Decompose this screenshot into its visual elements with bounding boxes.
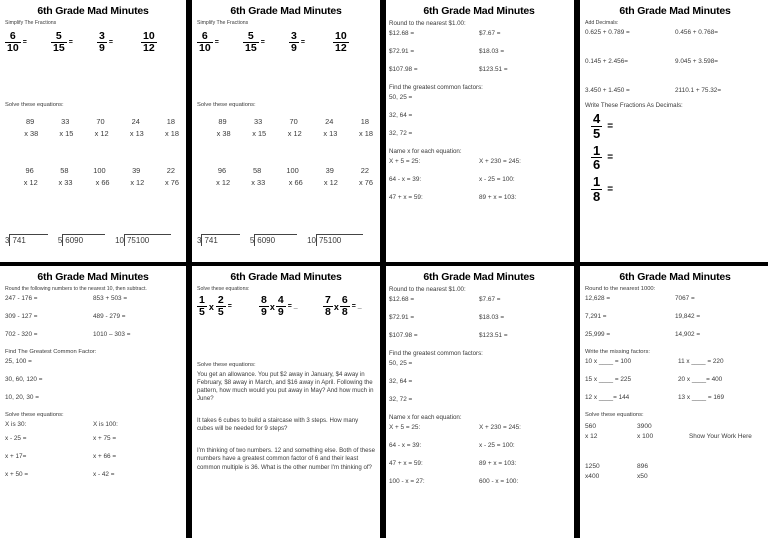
money-problem: $7.67 = xyxy=(479,296,501,303)
worksheet-thumbnail-8[interactable] xyxy=(580,266,768,538)
times-sign: x xyxy=(333,301,339,312)
equation-problem: X + 230 = 245: xyxy=(479,424,521,431)
fraction-denominator: 6 xyxy=(593,157,601,173)
fraction-denominator: 5 xyxy=(217,306,224,319)
multiplication-row-2 xyxy=(197,165,375,188)
equals-sign: = xyxy=(227,303,232,311)
worksheet-title: 6th Grade Mad Minutes xyxy=(37,5,149,17)
fractions-to-decimals-label: Write These Fractions As Decimals: xyxy=(585,102,683,109)
rounding-problem: 19,842 = xyxy=(675,313,701,320)
rounding-problem: 7,291 = xyxy=(585,313,607,320)
missing-factors-label: Write the missing factors: xyxy=(585,349,650,355)
equals-sign: = xyxy=(214,39,219,47)
subtraction-problem: 247 - 176 = xyxy=(5,295,38,302)
word-problem: I'm thinking of two numbers. 12 and something else. Both of these numbers have a greatest common factor of 6 and their least common multiple is 36. What is the other number I'm thinking of? xyxy=(197,447,375,471)
equation-problem: x + 50 = xyxy=(5,471,29,478)
worksheet-instruction: Simplify The Fractions xyxy=(5,20,57,26)
missing-factor-problems xyxy=(585,358,765,412)
simplify-fraction-row xyxy=(197,31,375,54)
fraction-numerator: 1 xyxy=(199,294,205,306)
fraction-denominator: 8 xyxy=(341,306,348,319)
name-x-problems xyxy=(389,424,569,496)
multiplicand: 18 xyxy=(360,117,369,127)
divisor: 3 xyxy=(5,236,10,245)
multiplicand: 70 xyxy=(96,117,105,127)
fraction-item xyxy=(51,31,97,54)
divisor: 5 xyxy=(249,236,255,245)
gcf-problem: 32, 64 = xyxy=(389,112,413,119)
subtraction-problem: 702 - 320 = xyxy=(5,331,38,338)
long-division-problem xyxy=(5,234,48,246)
rounding-problem: 25,999 = xyxy=(585,331,611,338)
multiplication-problem xyxy=(40,116,75,139)
equals-sign: = xyxy=(607,120,614,132)
missing-factor-problem: 11 x ____ = 220 xyxy=(678,358,724,365)
fraction-numerator: 6 xyxy=(201,30,208,42)
multiplier: x 76 xyxy=(165,177,180,187)
multiplication-problem xyxy=(5,116,40,139)
dividend: 6090 xyxy=(62,234,105,246)
gcf-problem: 32, 64 = xyxy=(389,378,413,385)
equation-problem: x + 75 = xyxy=(93,435,117,442)
fraction-numerator: 5 xyxy=(55,30,62,42)
multiplication-row-1 xyxy=(5,116,181,139)
dividend: 75100 xyxy=(316,234,363,246)
equation-problem: 64 - x = 39: xyxy=(389,176,422,183)
long-division-problem xyxy=(115,234,171,246)
fraction-denominator: 9 xyxy=(99,42,105,55)
multiplicand: 22 xyxy=(360,166,369,176)
money-rounding-problems xyxy=(389,30,569,84)
multiplicand: 24 xyxy=(131,117,140,127)
money-problem: $72.91 = xyxy=(389,48,415,55)
fraction-numerator: 1 xyxy=(593,174,601,190)
fraction-numerator: 6 xyxy=(9,30,16,42)
fraction-numerator: 7 xyxy=(325,294,331,306)
missing-factor-problem: 15 x ____ = 225 xyxy=(585,376,632,383)
multiplicand: 96 xyxy=(217,166,227,176)
fraction-item xyxy=(333,31,349,54)
multiplicand: 22 xyxy=(166,166,176,176)
multiplier: x 66 xyxy=(288,177,303,187)
money-problem: $107.98 = xyxy=(389,332,418,339)
money-rounding-problems xyxy=(389,296,569,350)
multiplicand: 3900 xyxy=(637,423,652,430)
dividend: 6090 xyxy=(254,234,297,246)
multiplication-problem xyxy=(304,116,340,139)
gcf-problem: 32, 72 = xyxy=(389,130,413,137)
divisor: 10 xyxy=(115,236,124,245)
gcf-problem: 50, 25 = xyxy=(389,360,413,367)
multiplication-problem xyxy=(268,116,304,139)
multiplicand: 89 xyxy=(218,117,227,127)
multiplier: x 38 xyxy=(216,128,231,138)
rounding-subtraction-problems xyxy=(5,295,181,349)
money-problem: $12.68 = xyxy=(389,30,415,37)
worksheet-title: 6th Grade Mad Minutes xyxy=(619,271,731,283)
decimal-problem: 9.045 + 3.598= xyxy=(675,58,718,65)
long-division-row xyxy=(197,234,380,246)
fraction-item xyxy=(141,31,157,54)
rounding-thousands-problems xyxy=(585,295,765,349)
long-division-problem xyxy=(250,234,297,246)
multiplication-problem xyxy=(585,422,637,442)
multiplication-problem xyxy=(5,165,40,188)
fraction-multiplication-row xyxy=(197,295,375,318)
decimal-problem: 2110.1 + 75.32= xyxy=(675,87,722,94)
long-division-row xyxy=(5,234,186,246)
fraction-numerator: 8 xyxy=(261,294,267,306)
multiplication-problem xyxy=(267,165,304,188)
word-problem: It takes 6 cubes to build a staircase with 3 steps. How many cubes will be needed for 9 steps? xyxy=(197,417,359,433)
multiplier: x 33 xyxy=(58,177,73,187)
decimal-problem: 0.145 + 2.456= xyxy=(585,58,628,65)
solve-equations-label: Solve these equations: xyxy=(197,362,256,369)
multiplier: x 12 xyxy=(130,177,145,187)
money-problem: $72.91 = xyxy=(389,314,415,321)
equation-problem: 47 + x = 59: xyxy=(389,194,423,201)
multiplication-problem xyxy=(339,116,375,139)
multiplication-problem xyxy=(146,116,181,139)
fraction-denominator: 5 xyxy=(199,306,205,319)
multiplication-problem xyxy=(637,422,689,442)
fraction-numerator: 10 xyxy=(143,30,155,42)
fraction-denominator: 9 xyxy=(291,42,297,55)
rounding-problem: 12,628 = xyxy=(585,295,611,302)
simplify-fraction-row xyxy=(5,31,181,54)
worksheet-title: 6th Grade Mad Minutes xyxy=(619,5,731,17)
worksheet-thumbnail-5[interactable] xyxy=(0,266,186,538)
decimal-problem: 0.625 + 0.789 = xyxy=(585,29,630,36)
multiplier: x 12 xyxy=(585,432,598,440)
gcf-problem: 32, 72 = xyxy=(389,396,413,403)
multiplier: x 18 xyxy=(165,128,180,138)
multiplicand: 33 xyxy=(61,117,70,127)
money-problem: $107.98 = xyxy=(389,66,418,73)
fraction-denominator: 15 xyxy=(245,42,257,55)
fraction-denominator: 8 xyxy=(325,306,331,319)
solve-equations-label: Solve these equations: xyxy=(5,412,64,418)
show-work-label: Show Your Work Here xyxy=(689,432,752,440)
equals-sign: = _ xyxy=(287,303,298,311)
worksheet-thumbnail-6[interactable] xyxy=(192,266,380,538)
multiplication-problem xyxy=(232,165,267,188)
divisor: 10 xyxy=(307,236,316,245)
worksheet-thumbnail-2[interactable] xyxy=(192,0,380,262)
multiplicand: 560 xyxy=(585,423,597,430)
money-problem: $18.03 = xyxy=(479,314,505,321)
long-division-problem xyxy=(197,234,240,246)
fraction-numerator: 10 xyxy=(335,30,347,42)
money-problem: $18.03 = xyxy=(479,48,505,55)
fraction-item xyxy=(97,31,141,54)
multiplicand: 18 xyxy=(166,117,176,127)
fraction-numerator: 4 xyxy=(593,111,601,126)
money-problem: $123.51 = xyxy=(479,332,508,339)
multiplication-row-2 xyxy=(5,165,181,188)
multiplier: x 13 xyxy=(129,128,144,138)
equals-sign: = xyxy=(300,39,305,47)
fraction-item xyxy=(243,31,289,54)
fraction-denominator: 15 xyxy=(53,42,65,55)
worksheet-instruction: Round to the nearest $1.00: xyxy=(389,20,466,27)
solve-equations-label: Solve these equations: xyxy=(585,412,644,418)
fraction-numerator: 2 xyxy=(217,294,224,306)
multiplication-problem xyxy=(111,116,146,139)
equals-sign: = xyxy=(22,39,27,47)
multiplicand: 24 xyxy=(325,117,334,127)
worksheet-instruction: Add Decimals: xyxy=(585,20,619,26)
rounding-problem: 14,902 = xyxy=(675,331,701,338)
multiplication-problem xyxy=(112,165,147,188)
multiplicand: 33 xyxy=(253,117,263,127)
multiplier: x 15 xyxy=(252,128,267,138)
gcf-problem: 10, 20, 30 = xyxy=(5,394,39,401)
add-decimals-problems xyxy=(585,29,765,102)
multiplication-problem xyxy=(40,165,75,188)
equation-problem: 89 + x = 103: xyxy=(479,460,517,467)
decimal-problem: 0.456 + 0.768= xyxy=(675,29,718,36)
multiplier: x400 xyxy=(585,472,600,480)
equation-problem: x - 25 = 100: xyxy=(479,442,515,449)
gcf-problem: 50, 25 = xyxy=(389,94,413,101)
worksheet-thumbnail-7[interactable] xyxy=(386,266,574,538)
multiplier: x 66 xyxy=(95,177,110,187)
gcf-label: Find The Greatest Common Factor: xyxy=(5,349,97,355)
worksheet-title: 6th Grade Mad Minutes xyxy=(423,5,535,17)
multiplier: x 12 xyxy=(94,128,109,138)
fraction-denominator: 5 xyxy=(593,125,601,141)
multiplier: x50 xyxy=(637,472,648,480)
times-sign: x xyxy=(208,301,214,312)
word-problem: You get an allowance. You put $2 away in January, $4 away in February, $8 away in March, and $16 away in April. Following the pattern, how much would you put away in May? And how much in June? xyxy=(197,371,374,403)
fraction-numerator: 4 xyxy=(277,294,284,306)
gcf-label: Find the greatest common factors: xyxy=(389,84,483,91)
fraction-numerator: 3 xyxy=(99,30,105,42)
subtraction-problem: 853 + 503 = xyxy=(93,295,128,302)
fraction-numerator: 3 xyxy=(291,30,297,42)
multiplication-problem xyxy=(637,462,689,482)
multiplier: x 12 xyxy=(23,177,38,187)
worksheet-thumbnail-1[interactable] xyxy=(0,0,186,262)
fraction-to-decimal-item xyxy=(591,175,765,204)
multiplicand: 58 xyxy=(60,166,69,176)
fraction-item xyxy=(289,31,333,54)
dividend: 75100 xyxy=(124,234,171,246)
divisor: 5 xyxy=(57,236,63,245)
multiplier: x 12 xyxy=(287,128,302,138)
worksheet-title: 6th Grade Mad Minutes xyxy=(37,271,149,283)
fraction-numerator: 6 xyxy=(341,294,348,306)
equation-problem: x + 17= xyxy=(5,453,27,460)
solve-equations-label: Solve these equations: xyxy=(197,102,256,109)
subtraction-problem: 1010 – 303 = xyxy=(93,331,131,338)
equation-problem: 89 + x = 103: xyxy=(479,194,517,201)
multiplication-problem xyxy=(233,116,269,139)
worksheet-thumbnail-3[interactable] xyxy=(386,0,574,262)
multiplicand: 96 xyxy=(25,166,34,176)
equation-problem: x + 66 = xyxy=(93,453,117,460)
multiplication-problem xyxy=(74,165,111,188)
worksheet-instruction: Solve these equations: xyxy=(197,286,250,292)
worksheet-title: 6th Grade Mad Minutes xyxy=(230,5,342,17)
fraction-denominator: 9 xyxy=(261,306,267,319)
long-division-problem xyxy=(58,234,105,246)
multiplier: x 12 xyxy=(323,177,338,187)
worksheet-title: 6th Grade Mad Minutes xyxy=(230,271,342,283)
x-value-header: X is 30: xyxy=(5,421,27,428)
worksheet-title: 6th Grade Mad Minutes xyxy=(423,271,535,283)
name-x-problems xyxy=(389,158,569,212)
multiplicand: 1250 xyxy=(585,462,600,470)
equals-sign: = _ xyxy=(351,303,362,311)
multiplication-problem xyxy=(75,116,110,139)
dividend: 741 xyxy=(201,234,239,246)
x-value-problems xyxy=(5,421,181,489)
multiplicand: 39 xyxy=(132,166,141,176)
multiplicand: 100 xyxy=(93,166,106,176)
multiplicand: 100 xyxy=(286,166,299,176)
multiplication-row-2 xyxy=(585,462,765,482)
solve-equations-label: Solve these equations: xyxy=(5,102,64,109)
fraction-denominator: 12 xyxy=(335,42,347,55)
subtraction-problem: 309 - 127 = xyxy=(5,313,38,320)
multiplicand: 896 xyxy=(637,462,649,470)
multiplication-problem xyxy=(197,116,233,139)
missing-factor-problem: 12 x ____= 144 xyxy=(585,394,630,401)
multiplicand: 58 xyxy=(253,166,262,176)
multiplicand: 39 xyxy=(325,166,334,176)
times-sign: x xyxy=(269,301,275,312)
missing-factor-problem: 20 x ____= 400 xyxy=(678,376,723,383)
fraction-multiplication-item xyxy=(197,295,259,318)
x-value-header: X is 100: xyxy=(93,421,118,428)
fraction-item xyxy=(5,31,51,54)
equation-problem: X + 230 = 245: xyxy=(479,158,521,165)
show-work-note xyxy=(689,432,752,442)
multiplication-problem xyxy=(197,165,232,188)
fraction-item xyxy=(197,31,243,54)
worksheet-instruction: Simplify The Fractions xyxy=(197,20,249,26)
equation-problem: 64 - x = 39: xyxy=(389,442,422,449)
fraction-denominator: 10 xyxy=(7,42,19,55)
worksheet-thumbnail-4[interactable] xyxy=(580,0,768,262)
multiplication-problem xyxy=(305,165,340,188)
multiplier: x 13 xyxy=(323,128,338,138)
multiplicand: 89 xyxy=(25,117,35,127)
equation-problem: 100 - x = 27: xyxy=(389,478,425,485)
equation-problem: x - 25 = 100: xyxy=(479,176,515,183)
multiplier: x 38 xyxy=(24,128,39,138)
equation-problem: 600 - x = 100: xyxy=(479,478,519,485)
multiplier: x 100 xyxy=(637,432,654,440)
divisor: 3 xyxy=(197,236,202,245)
money-problem: $7.67 = xyxy=(479,30,501,37)
equation-problem: x - 42 = xyxy=(93,471,115,478)
multiplication-row-1 xyxy=(197,116,375,139)
multiplier: x 33 xyxy=(251,177,266,187)
multiplication-problem xyxy=(585,462,637,482)
fraction-denominator: 12 xyxy=(143,42,155,55)
multiplier: x 12 xyxy=(216,177,231,187)
multiplication-problem xyxy=(146,165,181,188)
fraction-denominator: 9 xyxy=(277,306,284,319)
equals-sign: = xyxy=(68,39,73,47)
money-problem: $123.51 = xyxy=(479,66,508,73)
equation-problem: 47 + x = 59: xyxy=(389,460,423,467)
gcf-problem: 30, 60, 120 = xyxy=(5,376,43,383)
fraction-multiplication-item xyxy=(323,295,362,318)
equals-sign: = xyxy=(260,39,265,47)
decimal-problem: 3.450 + 1.450 = xyxy=(585,87,630,94)
equation-problem: X + 5 = 25: xyxy=(389,158,421,165)
long-division-problem xyxy=(307,234,363,246)
fraction-multiplication-item xyxy=(259,295,323,318)
money-problem: $12.68 = xyxy=(389,296,415,303)
equals-sign: = xyxy=(607,152,614,164)
missing-factor-problem: 13 x ____ = 169 xyxy=(678,394,725,401)
equals-sign: = xyxy=(108,39,113,47)
fraction-denominator: 8 xyxy=(593,188,601,204)
multiplier: x 18 xyxy=(358,128,373,138)
fraction-to-decimal-item xyxy=(591,144,765,173)
worksheet-instruction: Round the following numbers to the nearest 10, then subtract. xyxy=(5,286,147,292)
rounding-problem: 7067 = xyxy=(675,295,695,302)
multiplication-problem xyxy=(340,165,375,188)
dividend: 741 xyxy=(9,234,47,246)
worksheet-instruction: Round to the nearest 1000: xyxy=(585,286,656,292)
fraction-denominator: 10 xyxy=(199,42,211,55)
multiplier: x 15 xyxy=(59,128,74,138)
multiplication-row-1 xyxy=(585,422,765,442)
name-x-label: Name x for each equation: xyxy=(389,148,462,155)
equals-sign: = xyxy=(607,183,614,195)
fraction-to-decimal-item xyxy=(591,112,765,141)
missing-factor-problem: 10 x ____ = 100 xyxy=(585,358,632,365)
fraction-numerator: 1 xyxy=(593,142,601,158)
multiplier: x 76 xyxy=(359,177,373,187)
name-x-label: Name x for each equation: xyxy=(389,414,462,421)
worksheet-instruction: Round to the nearest $1.00: xyxy=(389,286,466,293)
multiplicand: 70 xyxy=(289,117,298,127)
equation-problem: x - 25 = xyxy=(5,435,27,442)
gcf-problem: 25, 100 = xyxy=(5,358,32,365)
fraction-numerator: 5 xyxy=(247,30,254,42)
equation-problem: X + 5 = 25: xyxy=(389,424,421,431)
subtraction-problem: 489 - 279 = xyxy=(93,313,126,320)
gcf-label: Find the greatest common factors: xyxy=(389,350,483,357)
